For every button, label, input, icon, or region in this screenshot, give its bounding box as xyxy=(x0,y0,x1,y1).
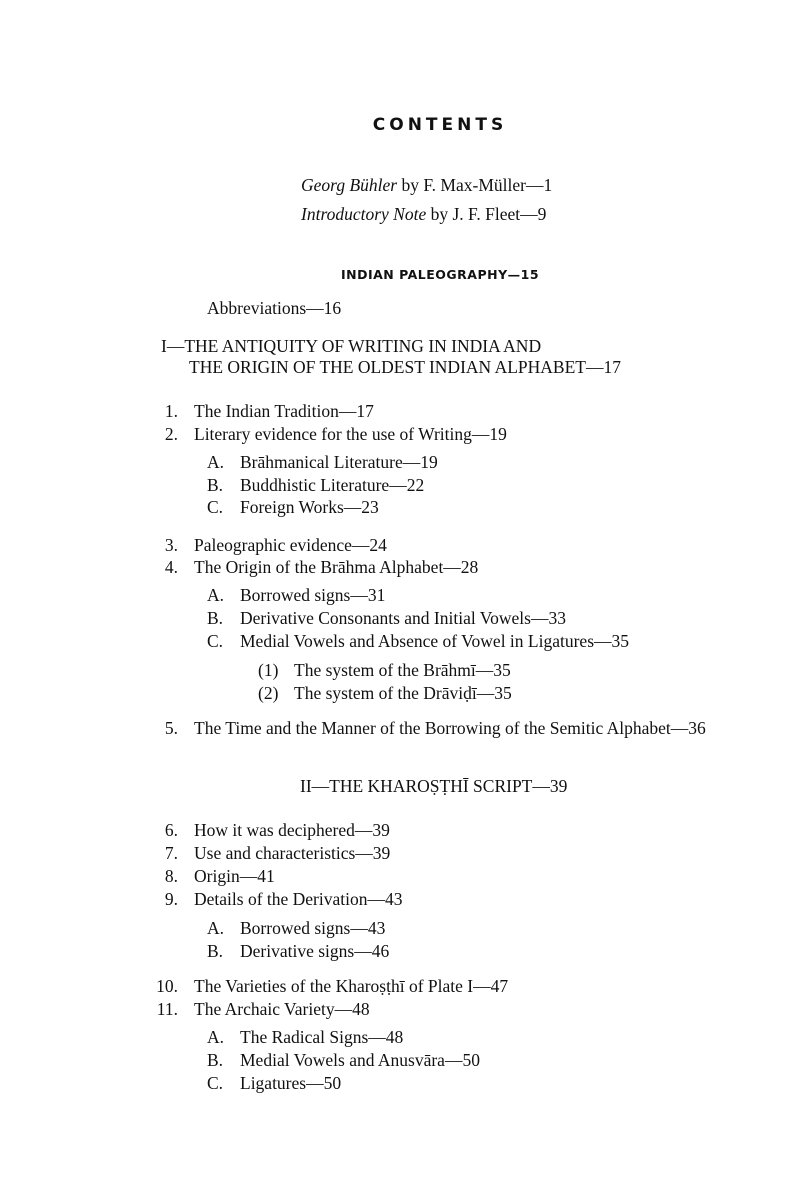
item-number: 1. xyxy=(164,401,178,421)
item-number: 4. xyxy=(164,557,178,577)
toc-subentry: Borrowed signs—31 xyxy=(240,585,386,605)
toc-subentry: Foreign Works—23 xyxy=(240,497,379,517)
toc-subentry: Borrowed signs—43 xyxy=(240,918,386,938)
item-number: 3. xyxy=(164,535,178,555)
entry-italic-title: Georg Bühler xyxy=(301,175,398,195)
page-title: CONTENTS xyxy=(372,115,508,135)
subitem-label: (1) xyxy=(258,660,279,680)
item-number: 6. xyxy=(164,820,178,840)
toc-subentry: The Radical Signs—48 xyxy=(240,1027,404,1047)
toc-subsubentry: The system of the Brāhmī—35 xyxy=(294,660,511,680)
subitem-label: B. xyxy=(207,1050,224,1070)
subitem-label: B. xyxy=(207,608,224,628)
section-heading: INDIAN PALEOGRAPHY—15 xyxy=(340,267,540,282)
item-number: 8. xyxy=(164,866,178,886)
subitem-label: C. xyxy=(207,497,224,517)
item-number: 5. xyxy=(164,718,178,738)
toc-subentry: Derivative Consonants and Initial Vowels—33 xyxy=(240,608,566,628)
subitem-label: A. xyxy=(207,918,225,938)
toc-entry: The Archaic Variety—48 xyxy=(194,999,370,1019)
toc-entry: How it was deciphered—39 xyxy=(194,820,390,840)
front-matter-entry xyxy=(301,175,552,196)
toc-subentry: Buddhistic Literature—22 xyxy=(240,475,425,495)
entry-italic-title: Introductory Note xyxy=(301,204,427,224)
entry-rest: by J. F. Fleet—9 xyxy=(426,204,547,224)
chapter-heading: II—THE KHAROṢṬHĪ SCRIPT—39 xyxy=(300,776,568,796)
subitem-label: A. xyxy=(207,585,225,605)
toc-entry: The Origin of the Brāhma Alphabet—28 xyxy=(194,557,479,577)
item-number: 11. xyxy=(156,999,178,1019)
entry-rest: by F. Max-Müller—1 xyxy=(397,175,553,195)
subitem-label: A. xyxy=(207,452,225,472)
toc-subentry: Ligatures—50 xyxy=(240,1073,342,1093)
abbreviations-entry: Abbreviations—16 xyxy=(207,298,342,318)
toc-subsubentry: The system of the Drāviḍī—35 xyxy=(294,683,512,703)
toc-entry: The Indian Tradition—17 xyxy=(194,401,374,421)
toc-subentry: Medial Vowels and Absence of Vowel in Ligatures—35 xyxy=(240,631,629,651)
subitem-label: C. xyxy=(207,631,224,651)
item-number: 2. xyxy=(164,424,178,444)
item-number: 9. xyxy=(164,889,178,909)
toc-entry: The Time and the Manner of the Borrowing of the Semitic Alphabet—36 xyxy=(194,718,706,738)
toc-entry: Details of the Derivation—43 xyxy=(194,889,403,909)
toc-subentry: Derivative signs—46 xyxy=(240,941,390,961)
subitem-label: A. xyxy=(207,1027,225,1047)
subitem-label: B. xyxy=(207,475,224,495)
toc-entry: The Varieties of the Kharoṣṭhī of Plate I—47 xyxy=(194,976,509,996)
toc-entry: Paleographic evidence—24 xyxy=(194,535,387,555)
chapter-heading-line-2: THE ORIGIN OF THE OLDEST INDIAN ALPHABET—17 xyxy=(189,357,621,377)
subitem-label: (2) xyxy=(258,683,279,703)
toc-entry: Origin—41 xyxy=(194,866,275,886)
item-number: 10. xyxy=(156,976,178,996)
subitem-label: C. xyxy=(207,1073,224,1093)
front-matter-entry xyxy=(301,204,546,225)
item-number: 7. xyxy=(164,843,178,863)
toc-entry: Literary evidence for the use of Writing—19 xyxy=(194,424,507,444)
toc-subentry: Medial Vowels and Anusvāra—50 xyxy=(240,1050,480,1070)
subitem-label: B. xyxy=(207,941,224,961)
chapter-heading-line-1: I—THE ANTIQUITY OF WRITING IN INDIA AND xyxy=(161,336,542,356)
toc-subentry: Brāhmanical Literature—19 xyxy=(240,452,438,472)
toc-entry: Use and characteristics—39 xyxy=(194,843,391,863)
